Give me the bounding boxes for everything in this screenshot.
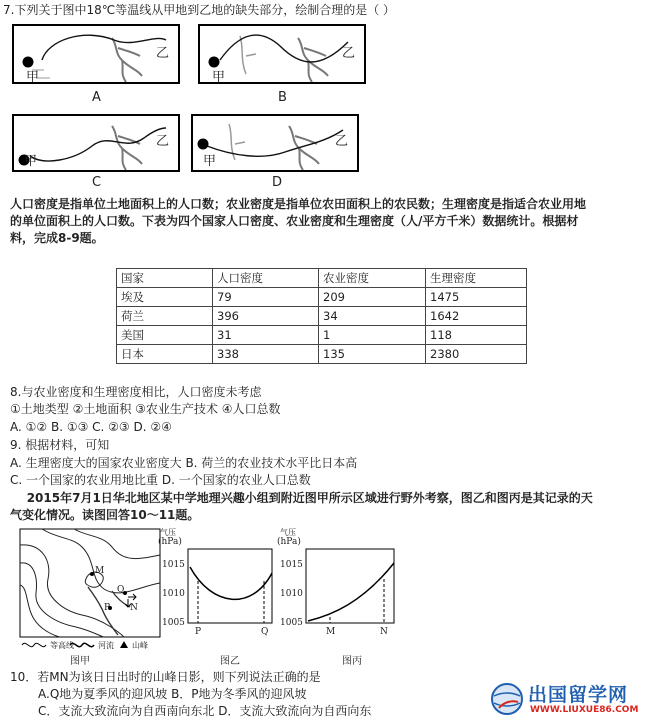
intro-line-2: 的单位面积上的人口数。下表为四个国家人口密度、农业密度和生理密度（人/平方千米）数据统计。根据材 bbox=[10, 214, 579, 228]
bing-xlabel: M bbox=[326, 627, 336, 637]
table-header-row bbox=[117, 269, 527, 288]
yi-xlabel: P bbox=[195, 627, 202, 637]
map-jia bbox=[20, 529, 160, 648]
q10-stem: 10．若MN为该日日出时的山峰日影，则下列说法正确的是 bbox=[10, 670, 321, 684]
table-cell: 135 bbox=[319, 345, 426, 364]
watermark-name: 出国留学网 bbox=[528, 684, 629, 706]
bing-tick: 1010 bbox=[280, 589, 303, 599]
panel-a-map bbox=[12, 24, 180, 84]
table-row bbox=[117, 326, 527, 345]
place-yi-label: 乙 bbox=[156, 134, 170, 149]
point-q-label: Q bbox=[117, 585, 125, 595]
table-cell: 美国 bbox=[117, 326, 213, 345]
legend-river-label: 河流 bbox=[98, 641, 114, 650]
bing-xlabel: N bbox=[380, 627, 388, 637]
bing-tick: 1005 bbox=[280, 618, 303, 628]
place-jia-label: 甲 bbox=[212, 70, 226, 85]
table-row bbox=[117, 288, 527, 307]
q9-options-line-2: C. 一个国家的农业用地比重 D. 一个国家的农业人口总数 bbox=[10, 473, 311, 487]
table-cell: 31 bbox=[213, 326, 319, 345]
panel-d-label: D bbox=[272, 175, 283, 190]
chart-yi bbox=[188, 549, 272, 623]
place-jia-label: 甲 bbox=[203, 154, 217, 169]
q10-options-line-1: A.Q地为夏季风的迎风坡 B．P地为冬季风的迎风坡 bbox=[38, 687, 307, 701]
table-cell: 1 bbox=[319, 326, 426, 345]
yi-unit-top: 气压 bbox=[160, 528, 176, 537]
panel-b-label: B bbox=[278, 90, 287, 105]
bing-unit-top: 气压 bbox=[280, 528, 296, 537]
watermark-url: WWW.LIUXUE86.COM bbox=[530, 705, 639, 715]
legend-contour-label: 等高线 bbox=[50, 641, 74, 650]
table-row bbox=[117, 307, 527, 326]
q8-items: ①土地类型 ②土地面积 ③农业生产技术 ④人口总数 bbox=[10, 402, 281, 416]
panel-a-label: A bbox=[92, 90, 101, 105]
chart-bing bbox=[306, 549, 394, 623]
yi-tick: 1010 bbox=[162, 589, 185, 599]
intro2-line-1: 2015年7月1日华北地区某中学地理兴趣小组到附近图甲所示区域进行野外考察，图乙和图丙是其记录的天 bbox=[10, 491, 593, 505]
caption-bing: 图丙 bbox=[342, 656, 362, 667]
table-cell: 日本 bbox=[117, 345, 213, 364]
table-header-cell: 国家 bbox=[117, 269, 213, 288]
table-cell: 荷兰 bbox=[117, 307, 213, 326]
place-yi-label: 乙 bbox=[335, 134, 349, 149]
place-yi-label: 乙 bbox=[156, 46, 170, 61]
q10-figure-group bbox=[12, 527, 435, 665]
bing-tick: 1015 bbox=[280, 560, 303, 570]
caption-jia: 图甲 bbox=[70, 656, 90, 667]
q10-options-line-2: C．支流大致流向为自西南向东北 D．支流大致流向为自西向东 bbox=[38, 704, 372, 718]
point-n-label: N bbox=[130, 603, 138, 613]
table-header-cell: 农业密度 bbox=[319, 269, 426, 288]
table-cell: 79 bbox=[213, 288, 319, 307]
table-cell: 1642 bbox=[426, 307, 527, 326]
panel-c-map bbox=[12, 114, 180, 172]
table-cell: 1475 bbox=[426, 288, 527, 307]
table-cell: 118 bbox=[426, 326, 527, 345]
bing-unit: (hPa) bbox=[277, 537, 301, 547]
yi-tick: 1015 bbox=[162, 560, 185, 570]
panel-b-map bbox=[198, 24, 366, 84]
table-row bbox=[117, 345, 527, 364]
table-header-cell: 生理密度 bbox=[426, 269, 527, 288]
point-m-label: M bbox=[95, 566, 105, 576]
density-table bbox=[116, 268, 527, 364]
globe-icon bbox=[490, 682, 524, 716]
watermark-logo bbox=[490, 680, 650, 720]
q9-stem: 9. 根据材料，可知 bbox=[10, 438, 110, 452]
table-cell: 396 bbox=[213, 307, 319, 326]
place-jia-label: 甲 bbox=[24, 154, 38, 169]
q8-stem: 8.与农业密度和生理密度相比，人口密度未考虑 bbox=[10, 385, 262, 399]
caption-yi: 图乙 bbox=[220, 656, 240, 667]
q9-options-line-1: A. 生理密度大的国家农业密度大 B. 荷兰的农业技术水平比日本高 bbox=[10, 456, 358, 470]
panel-c-label: C bbox=[92, 175, 102, 190]
intro-line-3: 料，完成8-9题。 bbox=[10, 231, 104, 245]
table-cell: 2380 bbox=[426, 345, 527, 364]
table-cell: 埃及 bbox=[117, 288, 213, 307]
q7-stem: 7.下列关于图中18℃等温线从甲地到乙地的缺失部分，绘制合理的是（ ） bbox=[3, 3, 396, 17]
table-cell: 209 bbox=[319, 288, 426, 307]
table-cell: 338 bbox=[213, 345, 319, 364]
table-cell: 34 bbox=[319, 307, 426, 326]
table-header-cell: 人口密度 bbox=[213, 269, 319, 288]
point-p-label: P bbox=[104, 603, 111, 613]
q8-options: A. ①② B. ①③ C. ②③ D. ②④ bbox=[10, 420, 172, 434]
yi-tick: 1005 bbox=[162, 618, 185, 628]
yi-xlabel: Q bbox=[261, 627, 269, 637]
legend-peak-label: 山峰 bbox=[132, 641, 148, 650]
place-yi-label: 乙 bbox=[342, 46, 356, 61]
panel-d-map bbox=[191, 114, 359, 172]
place-jia-label: 甲 bbox=[26, 70, 40, 85]
intro2-line-2: 气变化情况。读图回答10～11题。 bbox=[10, 508, 200, 522]
intro-line-1: 人口密度是指单位土地面积上的人口数；农业密度是指单位农田面积上的农民数；生理密度是指适合农业用地 bbox=[10, 197, 587, 211]
yi-unit: (hPa) bbox=[158, 537, 182, 547]
